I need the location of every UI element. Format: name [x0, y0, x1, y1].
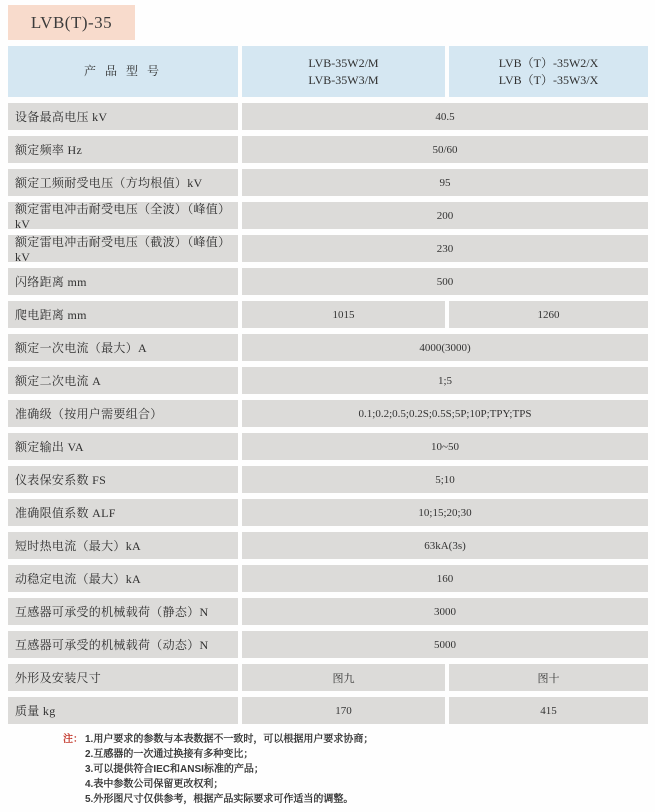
row-value: 63kA(3s) — [242, 532, 648, 559]
table-body — [8, 103, 648, 724]
table-row — [8, 631, 648, 658]
row-value: 170 — [242, 697, 445, 724]
row-value: 5000 — [242, 631, 648, 658]
table-row — [8, 367, 648, 394]
table-row — [8, 169, 648, 196]
row-label: 互感器可承受的机械载荷（静态）N — [8, 598, 238, 625]
row-label: 准确限值系数 ALF — [8, 499, 238, 526]
row-value: 5;10 — [242, 466, 648, 493]
row-value: 50/60 — [242, 136, 648, 163]
row-value: 1;5 — [242, 367, 648, 394]
row-label: 仪表保安系数 FS — [8, 466, 238, 493]
row-label: 准确级（按用户需要组合） — [8, 400, 238, 427]
row-label: 额定二次电流 A — [8, 367, 238, 394]
row-label: 短时热电流（最大）kA — [8, 532, 238, 559]
header-model-column-m — [242, 46, 445, 97]
table-row — [8, 202, 648, 229]
table-row — [8, 664, 648, 691]
table-row — [8, 466, 648, 493]
note-item: 5.外形图尺寸仅供参考，根据产品实际要求可作适当的调整。 — [85, 794, 354, 805]
row-value: 图十 — [449, 664, 648, 691]
row-value: 4000(3000) — [242, 334, 648, 361]
header-model-column-x — [449, 46, 648, 97]
row-value: 10~50 — [242, 433, 648, 460]
notes-section — [63, 732, 373, 807]
row-value: 230 — [242, 235, 648, 262]
table-row — [8, 433, 648, 460]
table-row — [8, 136, 648, 163]
row-value: 95 — [242, 169, 648, 196]
row-label: 动稳定电流（最大）kA — [8, 565, 238, 592]
table-row — [8, 301, 648, 328]
table-row — [8, 697, 648, 724]
row-label: 质量 kg — [8, 697, 238, 724]
row-value: 500 — [242, 268, 648, 295]
table-row — [8, 499, 648, 526]
row-value: 1260 — [449, 301, 648, 328]
row-label: 爬电距离 mm — [8, 301, 238, 328]
table-row — [8, 400, 648, 427]
table-row — [8, 103, 648, 130]
row-label: 额定频率 Hz — [8, 136, 238, 163]
note-item: 4.表中参数公司保留更改权利； — [85, 779, 224, 790]
note-marker: 注： — [63, 734, 83, 745]
table-header-row — [8, 46, 648, 97]
row-label: 互感器可承受的机械载荷（动态）N — [8, 631, 238, 658]
model-name-line: LVB（T）-35W3/X — [498, 72, 599, 87]
row-label: 闪络距离 mm — [8, 268, 238, 295]
table-row — [8, 598, 648, 625]
table-row — [8, 565, 648, 592]
row-label: 设备最高电压 kV — [8, 103, 238, 130]
row-label: 外形及安装尺寸 — [8, 664, 238, 691]
row-label: 额定工频耐受电压（方均根值）kV — [8, 169, 238, 196]
note-item: 1.用户要求的参数与本表数据不一致时，可以根据用户要求协商； — [85, 734, 374, 745]
row-value: 1015 — [242, 301, 445, 328]
model-name-line: LVB（T）-35W2/X — [498, 55, 599, 70]
table-row — [8, 268, 648, 295]
note-items — [85, 732, 373, 807]
header-product-model-label: 产 品 型 号 — [8, 46, 238, 97]
row-value: 200 — [242, 202, 648, 229]
row-label: 额定输出 VA — [8, 433, 238, 460]
row-value: 3000 — [242, 598, 648, 625]
note-item: 2.互感器的一次通过换接有多种变比； — [85, 749, 254, 760]
row-label: 额定一次电流（最大）A — [8, 334, 238, 361]
table-row — [8, 334, 648, 361]
row-value: 图九 — [242, 664, 445, 691]
row-value: 160 — [242, 565, 648, 592]
product-series-badge: LVB(T)-35 — [8, 5, 135, 40]
row-label: 额定雷电冲击耐受电压（全波）（峰值）kV — [8, 202, 238, 229]
model-name-line: LVB-35W2/M — [308, 55, 379, 70]
row-value: 0.1;0.2;0.5;0.2S;0.5S;5P;10P;TPY;TPS — [242, 400, 648, 427]
table-row — [8, 235, 648, 262]
note-item: 3.可以提供符合IEC和ANSI标准的产品； — [85, 764, 264, 775]
row-value: 40.5 — [242, 103, 648, 130]
row-value: 10;15;20;30 — [242, 499, 648, 526]
row-label: 额定雷电冲击耐受电压（截波）（峰值）kV — [8, 235, 238, 262]
row-value: 415 — [449, 697, 648, 724]
table-row — [8, 532, 648, 559]
spec-table — [8, 46, 648, 724]
model-name-line: LVB-35W3/M — [308, 72, 379, 87]
